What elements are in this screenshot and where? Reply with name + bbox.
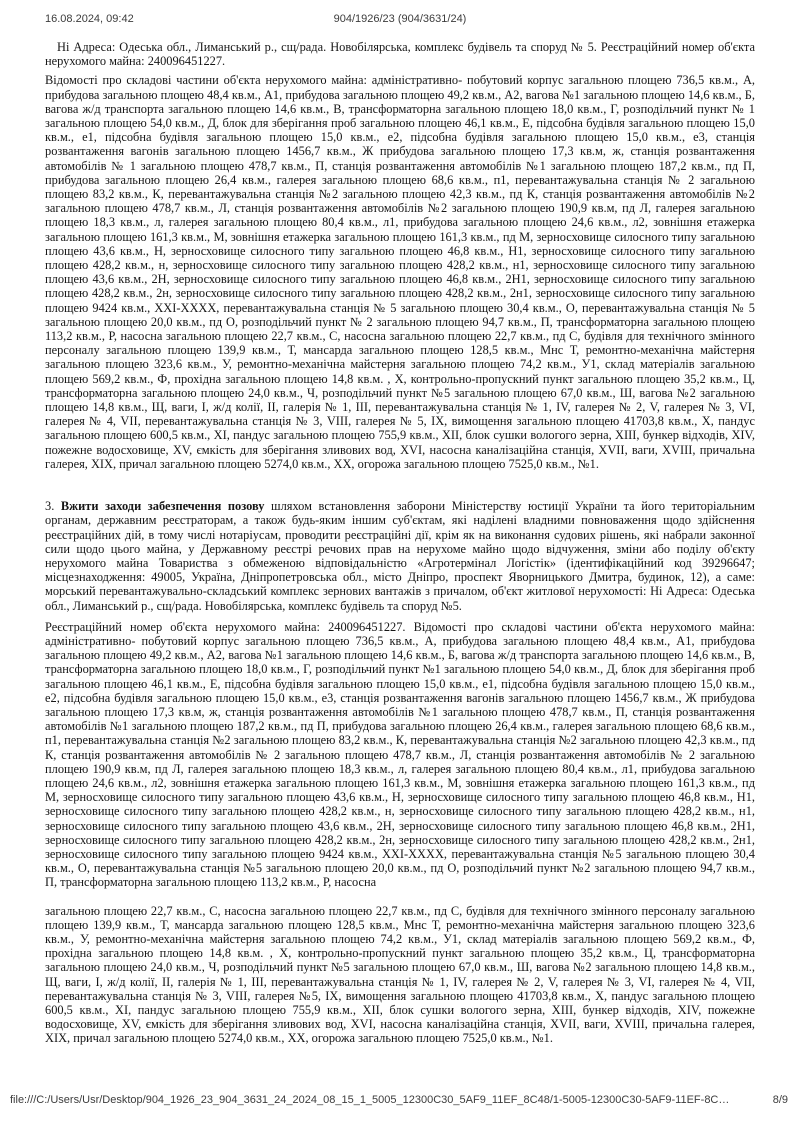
case-number: 904/1926/23 (904/3631/24)	[333, 13, 467, 25]
clause-number: 3.	[45, 499, 61, 514]
file-url: file:///C:/Users/Usr/Desktop/904_1926_23_904_3631_24_2024_08_15_1_5005_12300C30_5AF9_11EF_8C48/1-5005-12300C30-5AF9-11EF-8C…	[10, 1094, 730, 1106]
paragraph-property-components-3: загальною площею 22,7 кв.м., С, насосна загальною площею 22,7 кв.м., пд С, будівля для технічного змінного персоналу загальною площею 139,9 кв.м., Т, мансарда загальною площею 128,5 кв.м., Мнс Т, ремонтно-механічна майстерня загальною площею 323,6 кв.м., У, ремонтно-механічна майстерня загальною площею 74,2 кв.м., У1, склад матеріалів загальною площею 569,2 кв.м., Ф, прохідна загальною площею 14,8 кв.м. , Х, контрольно-пропускний пункт загальною площею 35,2 кв.м., Ц, трансформаторна загальною площею 24,0 кв.м., Ч, розподільчий пункт №5 загальною площею 67,0 кв.м., Ш, вагова №2 загальною площею 14,8 кв.м., Щ, ваги, І, ж/д колії, ІІ, галерія № 1, ІІІ, перевантажувальна станція № 1, IV, галерея № 2, V, галерея № 3, VI, галерея № 4, VII, перевантажувальна станція № 3, VIII, галерея №5, IX, вимощення загальною площею 41703,8 кв.м., X, пандус загальною площею 600,5 кв.м., XI, пандус загальною площею 755,9 кв.м., XII, блок сушки вологого зерна, XIII, бункер відходів, XIV, пожежне водосховище, XV, ємкість для зберігання зливових вод, XVI, насосна каналізаційна станція, XVII, ваги, XVIII, причальна галерея, XIX, причал загальною площею 5274,0 кв.м., XX, огорожа загальною площею 7525,0 кв.м., №1.	[45, 903, 755, 1046]
page-indicator: 8/9	[772, 1094, 788, 1106]
clause-body-text: шляхом встановлення заборони Міністерству юстиції України та його територіальним органам, державним реєстраторам, а також будь-яким іншим суб'єктам, які наділені владними повноваження щодо здійснення реєстраційних дій, в тому числі нотаріусам, проводити реєстраційні дії, крім як на виконання судових рішень, які набрали законної сили щодо цього майна, у Державному реєстрі речових прав на нерухоме майно щодо відчуження, зміни або поділу об'єкту нерухомого майна Товариства з обмеженою відповідальністю «Агротермінал Логістік» (ідентифікаційний код 39296647; місцезнаходження: 49005, Україна, Дніпропетровська обл., місто Дніпро, проспект Яворницького Дмитра, будинок, 12), а саме: морський перевантажувально-складський комплекс зернових вантажів з причалом, об'єкт житлової нерухомості: Ні Адреса: Одеська обл., Лиманський р., сщ/рада. Новобілярська, комплекс будівель та споруд №5.	[45, 499, 756, 613]
paragraph-property-components-1: Відомості про складові частини об'єкта нерухомого майна: адміністративно- побутовий корпус загальною площею 736,5 кв.м., А, прибудова загальною площею 48,4 кв.м., А1, прибудова загальною площею 49,2 кв.м., А2, вагова №1 загальною площею 14,6 кв.м., Б, вагова ж/д транспорта загальною площею 14,6 кв.м., В, трансформаторна загальною площею 18,0 кв.м., Г, розподільчий пункт № 1 загальною площею 54,0 кв.м., Д, блок для зберігання проб загальною площею 46,1 кв.м., Е, підсобна будівля загальною площею 15,0 кв.м., е1, підсобна будівля загальною площею 15,0 кв.м., е2, підсобна будівля загальною площею 15,0 кв.м., е3, станція розвантаження вагонів загальною площею 1456,7 кв.м., Ж прибудова загальною площею 17,3 кв.м, ж, станція розвантаження автомобілів № 1 загальною площею 478,7 кв.м., П, станція розвантаження автомобілів №1 загальною площею 187,2 кв.м., пд П, прибудова загальною площею 26,4 кв.м., галерея загальною площею 68,6 кв.м., п1, перевантажувальна станція № 2 загальною площею 83,2 кв.м., К, перевантажувальна станція №2 загальною площею 42,3 кв.м., пд К, станція розвантаження автомобілів №2 загальною площею 478,7 кв.м., Л, станція розвантаження автомобілів №2 загальною площею 190,9 кв.м, пд Л, галерея загальною площею 18,3 кв.м., л, галерея загальною площею 80,4 кв.м., л1, прибудова загальною площею 24,6 кв.м., л2, зовнішня етажерка загальною площею 161,3 кв.м., М, зовнішня етажерка загальною площею 161,3 кв.м., пд М, зерносховище силосного типу загальною площею 43,6 кв.м., Н, зерносховище силосного типу загальною площею 46,8 кв.м., Н1, зерносховище силосного типу загальною площею 428,2 кв.м., н, зерносховище силосного типу загальною площею 428,2 кв.м., н1, зерносховище силосного типу загальною площею 43,6 кв.м., 2Н, зерносховище силосного типу загальною площею 46,8 кв.м., 2Н1, зерносховище силосного типу загальною площею 428,2 кв.м., 2н, зерносховище силосного типу загальною площею 428,2 кв.м., 2н1, зерносховище силосного типу загальною площею 9424 кв.м., XXI-XXXX, перевантажувальна станція № 5 загальною площею 30,4 кв.м., О, перевантажувальна станція № 5 загальною площею 20,0 кв.м., пд О, розподільчий пункт № 2 загальною площею 94,7 кв.м., П, трансформаторна загальною площею 113,2 кв.м., Р, насосна загальною площею 22,7 кв.м., С, насосна загальною площею 22,7 кв.м., пд С, будівля для технічного змінного персоналу загальною площею 139,9 кв.м., Т, мансарда загальною площею 128,5 кв.м., Мнс Т, ремонтно-механічна майстерня загальною площею 323,6 кв.м., У, ремонтно-механічна майстерня загальною площею 74,2 кв.м., У1, склад матеріалів загальною площею 569,2 кв.м., Ф, прохідна загальною площею 14,8 кв.м. , Х, контрольно-пропускний пункт загальною площею 35,2 кв.м., Ц, трансформаторна загальною площею 24,0 кв.м., Ч, розподільчий пункт №5 загальною площею 67,0 кв.м., Ш, вагова №2 загальною площею 14,8 кв.м., Щ, ваги, І, ж/д колії, ІІ, галерія № 1, ІІІ, перевантажувальна станція № 1, IV, галерея № 2, V, галерея № 3, VI, галерея № 4, VII, перевантажувальна станція № 3, VIII, галерея № 5, IX, вимощення загальною площею 41703,8 кв.м., X, пандус загальною площею 600,5 кв.м., XI, пандус загальною площею 755,9 кв.м., XII, блок сушки вологого зерна, XIII, бункер відходів, XIV, пожежне водосховище, XV, ємкість для зберігання зливових вод, XVI, насосна каналізаційна станція, XVII, ваги, XVIII, причальна галерея, XIX, причал загальною площею 5274,0 кв.м., XX, огорожа загальною площею 7525,0 кв.м., №1.	[45, 73, 755, 471]
document-body	[45, 40, 755, 1046]
clause-title-bold: Вжити заходи забезпечення позову	[60, 499, 265, 514]
paragraph-address: Ні Адреса: Одеська обл., Лиманський р., сщ/рада. Новобілярська, комплекс будівель та споруд № 5. Реєстраційний номер об'єкта нерухомого майна: 240096451227.	[45, 40, 755, 69]
print-header	[0, 13, 800, 29]
paragraph-injunction-measures	[45, 499, 755, 613]
print-datetime: 16.08.2024, 09:42	[45, 13, 134, 25]
paragraph-property-components-2: Реєстраційний номер об'єкта нерухомого майна: 240096451227. Відомості про складові частини об'єкта нерухомого майна: адміністративно- побутовий корпус загальною площею 736,5 кв.м., А, прибудова загальною площею 48,4 кв.м., А1, прибудова загальною площею 49,2 кв.м., А2, вагова №1 загальною площею 14,6 кв.м., Б, вагова ж/д транспорта загальною площею 14,6 кв.м., В, трансформаторна загальною площею 18,0 кв.м., Г, розподільчий пункт №1 загальною площею 54,0 кв.м., Д, блок для зберігання проб загальною площею 46,1 кв.м., Е, підсобна будівля загальною площею 15,0 кв.м., е1, підсобна будівля загальною площею 15,0 кв.м., е2, підсобна будівля загальною площею 15,0 кв.м., е3, станція розвантаження вагонів загальною площею 1456,7 кв.м., Ж прибудова загальною площею 17,3 кв.м, ж, станція розвантаження автомобілів №1 загальною площею 478,7 кв.м., П, станція розвантаження автомобілів №1 загальною площею 187,2 кв.м., пд П, прибудова загальною площею 26,4 кв.м., галерея загальною площею 68,6 кв.м., п1, перевантажувальна станція №2 загальною площею 83,2 кв.м., К, перевантажувальна станція №2 загальною площею 42,3 кв.м., пд К, станція розвантаження автомобілів № 2 загальною площею 478,7 кв.м., Л, станція розвантаження автомобілів № 2 загальною площею 190,9 кв.м, пд Л, галерея загальною площею 18,3 кв.м., л, галерея загальною площею 80,4 кв.м., л1, прибудова загальною площею 24,6 кв.м., л2, зовнішня етажерка загальною площею 161,3 кв.м., М, зовнішня етажерка загальною площею 161,3 кв.м., пд М, зерносховище силосного типу загальною площею 43,6 кв.м., Н, зерносховище силосного типу загальною площею 46,8 кв.м., Н1, зерносховище силосного типу загальною площею 428,2 кв.м., н, зерносховище силосного типу загальною площею 428,2 кв.м., н1, зерносховище силосного типу загальною площею 43,6 кв.м., 2Н, зерносховище силосного типу загальною площею 46,8 кв.м., 2Н1, зерносховище силосного типу загальною площею 428,2 кв.м., 2н, зерносховище силосного типу загальною площею 428,2 кв.м., 2н1, зерносховище силосного типу загальною площею 9424 кв.м., XXI-XXXX, перевантажувальна станція №5 загальною площею 30,4 кв.м., О, перевантажувальна станція №5 загальною площею 20,0 кв.м., пд О, розподільчий пункт №2 загальною площею 94,7 кв.м., П, трансформаторна загальною площею 113,2 кв.м., Р, насосна	[45, 619, 755, 890]
print-footer	[0, 1094, 800, 1108]
